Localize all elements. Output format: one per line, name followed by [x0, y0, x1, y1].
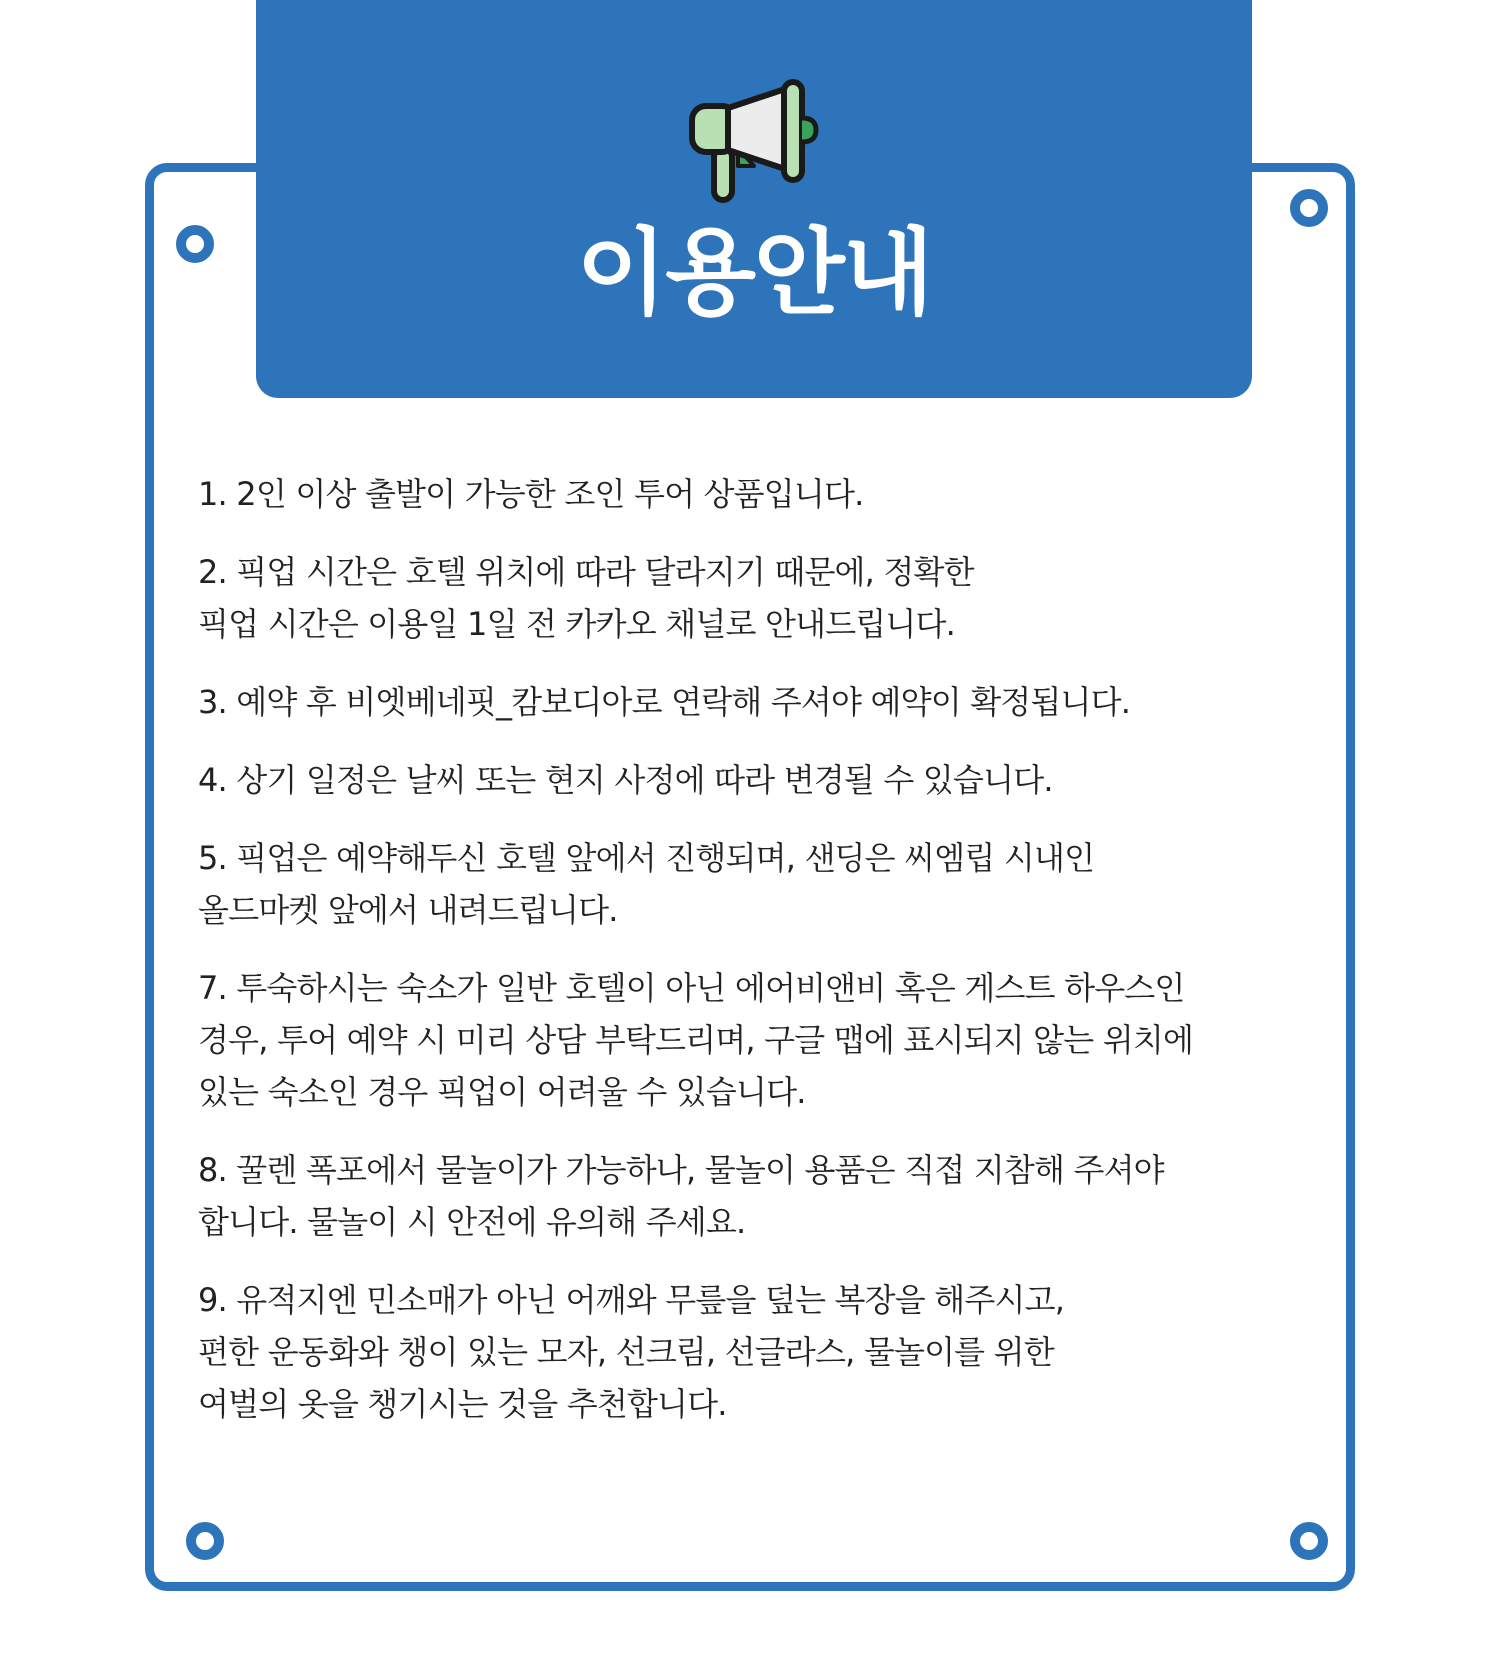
notice-item	[198, 962, 1328, 1118]
notice-line: 있는 숙소인 경우 픽업이 어려울 수 있습니다.	[198, 1073, 806, 1111]
notice-line: 9. 유적지엔 민소매가 아닌 어깨와 무릎을 덮는 복장을 해주시고,	[198, 1281, 1065, 1319]
megaphone-icon	[688, 78, 824, 204]
rivet-bottom-right	[1290, 1522, 1328, 1560]
notice-item	[198, 754, 1328, 806]
notice-item	[198, 546, 1328, 650]
notice-line: 편한 운동화와 챙이 있는 모자, 선크림, 선글라스, 물놀이를 위한	[198, 1333, 1054, 1371]
notice-item	[198, 468, 1328, 520]
rivet-bottom-left	[186, 1522, 224, 1560]
rivet-top-right	[1290, 189, 1328, 227]
notice-line: 7. 투숙하시는 숙소가 일반 호텔이 아닌 에어비앤비 혹은 게스트 하우스인	[198, 969, 1185, 1007]
notice-line: 1. 2인 이상 출발이 가능한 조인 투어 상품입니다.	[198, 475, 864, 513]
notice-line: 경우, 투어 예약 시 미리 상담 부탁드리며, 구글 맵에 표시되지 않는 위치에	[198, 1021, 1194, 1059]
notice-line: 3. 예약 후 비엣베네핏_캄보디아로 연락해 주셔야 예약이 확정됩니다.	[198, 683, 1131, 721]
notice-line: 8. 꿀렌 폭포에서 물놀이가 가능하나, 물놀이 용품은 직접 지참해 주셔야	[198, 1151, 1164, 1189]
notice-item	[198, 1144, 1328, 1248]
notice-line: 여벌의 옷을 챙기시는 것을 추천합니다.	[198, 1385, 727, 1423]
notice-item	[198, 1274, 1328, 1430]
notice-line: 5. 픽업은 예약해두신 호텔 앞에서 진행되며, 샌딩은 씨엠립 시내인	[198, 839, 1095, 877]
notice-line: 픽업 시간은 이용일 1일 전 카카오 채널로 안내드립니다.	[198, 605, 956, 643]
notice-list	[198, 468, 1328, 1456]
page-title: 이용안내	[576, 219, 932, 328]
notice-item	[198, 832, 1328, 936]
notice-line: 2. 픽업 시간은 호텔 위치에 따라 달라지기 때문에, 정확한	[198, 553, 974, 591]
notice-item	[198, 676, 1328, 728]
rivet-top-left	[176, 225, 214, 263]
notice-line: 합니다. 물놀이 시 안전에 유의해 주세요.	[198, 1203, 746, 1241]
notice-line: 올드마켓 앞에서 내려드립니다.	[198, 891, 618, 929]
notice-line: 4. 상기 일정은 날씨 또는 현지 사정에 따라 변경될 수 있습니다.	[198, 761, 1053, 799]
